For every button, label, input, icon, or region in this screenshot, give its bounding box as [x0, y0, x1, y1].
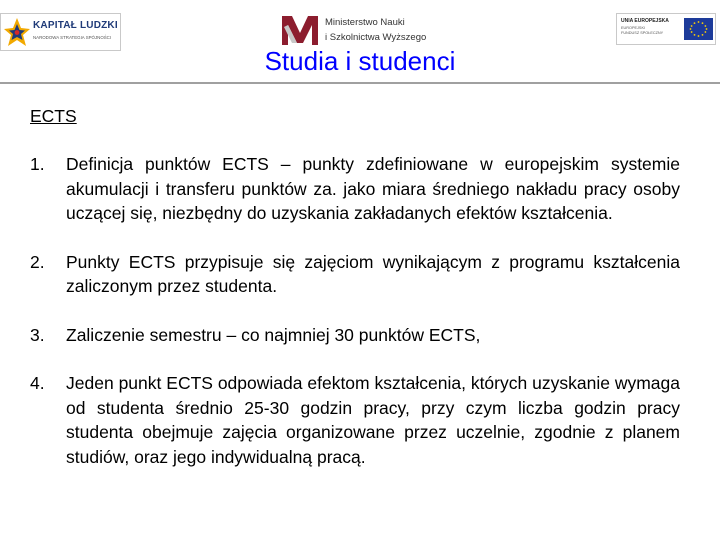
kapital-ludzki-subtitle: NARODOWA STRATEGIA SPÓJNOŚCI — [33, 35, 112, 40]
ministry-emblem-icon — [280, 13, 320, 47]
eu-logo — [616, 13, 716, 45]
section-heading: ECTS — [30, 106, 77, 126]
ministry-line-2: i Szkolnictwa Wyższego — [325, 32, 427, 43]
eu-fund-name — [621, 26, 663, 36]
list-item-number: 2. — [30, 251, 45, 272]
list-item-number: 4. — [30, 373, 45, 393]
list-item-number: 3. — [30, 324, 45, 345]
ects-rules-list — [30, 152, 680, 469]
kapital-ludzki-title: KAPITAŁ LUDZKI — [33, 20, 118, 31]
list-item-text: Zaliczenie semestru – co najmniej 30 punktów ECTS, — [66, 324, 481, 345]
eu-flag-icon — [684, 18, 713, 40]
ministry-name — [325, 15, 426, 45]
list-item-text: Punkty ECTS przypisuje się zajęciom wynikającym z programu kształcenia zaliczonym przez studenta. — [66, 251, 680, 296]
page-title: Studia i studenci — [264, 46, 456, 76]
header-divider — [0, 82, 720, 84]
eu-title: UNIA EUROPEJSKA — [621, 18, 669, 24]
list-item — [30, 371, 680, 469]
list-item-text: Definicja punktów ECTS – punkty zdefiniowane w europejskim systemie akumulacji i transferu punktów za. jako miara średniego nakładu pracy osoby uczącej się, niezbędny do uzyskania zakładanych efektów kształcenia. — [66, 154, 680, 223]
eu-fund-line-2: FUNDUSZ SPOŁECZNY — [621, 31, 664, 35]
kapital-ludzki-star-icon — [4, 18, 30, 46]
list-item-number: 1. — [30, 154, 45, 174]
list-item — [30, 250, 680, 299]
list-item-text: Jeden punkt ECTS odpowiada efektom kształcenia, których uzyskanie wymaga od studenta średnio 25-30 godzin pracy, przy czym liczba godzin pracy studenta obejmuje zajęcia organizowane przez uczelnie, zgodnie z planem studiów, oraz jego indywidualną pracą. — [66, 373, 680, 467]
list-item — [30, 323, 680, 348]
list-item — [30, 152, 680, 226]
header-bar — [0, 0, 720, 83]
ministry-line-1: Ministerstwo Nauki — [325, 17, 405, 28]
eu-fund-line-1: EUROPEJSKI — [621, 26, 646, 30]
ministry-logo — [280, 13, 427, 47]
